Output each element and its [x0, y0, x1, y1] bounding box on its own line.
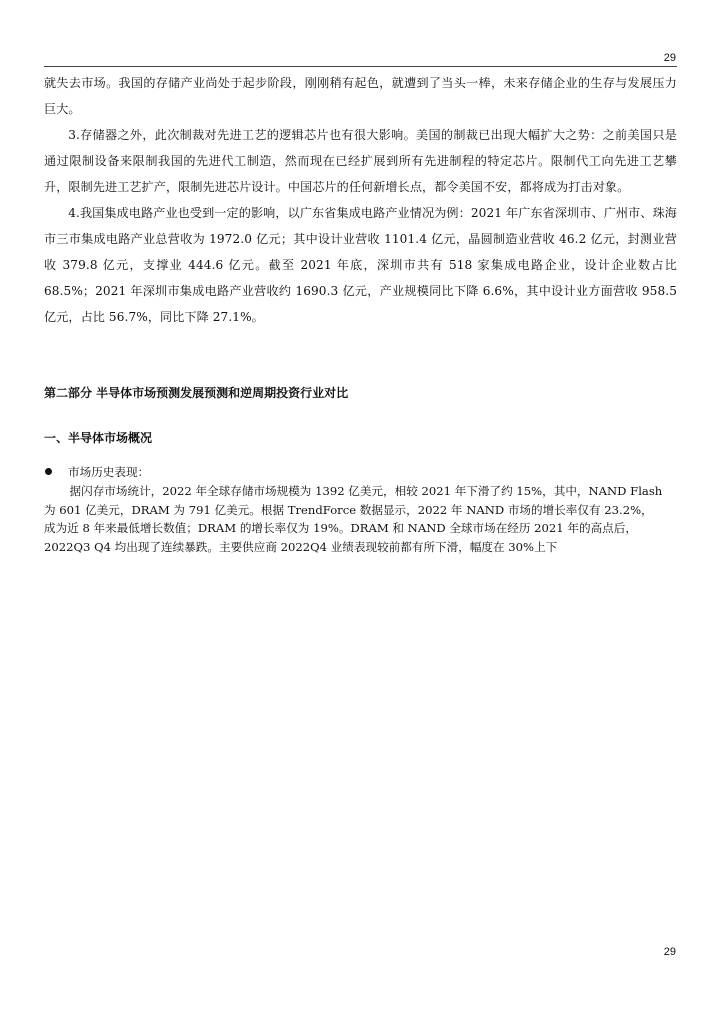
section-title: 第二部分 半导体市场预测发展预测和逆周期投资行业对比 [44, 386, 349, 400]
paragraph-logic-chips: 3.存储器之外，此次制裁对先进工艺的逻辑芯片也有很大影响。美国的制裁已出现大幅扩大之势：之前美国只是通过限制设备来限制我国的先进代工制造，然而现在已经扩展到所有先进制程的特定芯片。限制代工向先进工艺攀升，限制先进工艺扩产，限制先进芯片设计。中国芯片的任何新增长点，都令美国不安，都将成为打击对象。 [44, 128, 677, 194]
paragraph-continuation: 就失去市场。我国的存储产业尚处于起步阶段，刚刚稍有起色，就遭到了当头一棒，未来存储企业的生存与发展压力巨大。 [44, 76, 677, 116]
body-text [44, 70, 677, 330]
bullet-title: 市场历史表现： [68, 465, 150, 479]
bullet-body [44, 482, 677, 556]
bullet-line: 据闪存市场统计，2022 年全球存储市场规模为 1392 亿美元，相较 2021 年下滑了约 15%，其中，NAND Flash [69, 484, 663, 498]
bullet-dot-icon [45, 468, 52, 475]
paragraph-guangdong-ic: 4.我国集成电路产业也受到一定的影响，以广东省集成电路产业情况为例：2021 年广东省深圳市、广州市、珠海市三市集成电路产业总营收为 1972.0 亿元；其中设计业营收 1101.4 亿元，晶圆制造业营收 46.2 亿元，封测业营收 379.8 亿元，支撑业 444.6 亿元。截至 2021 年底，深圳市共有 518 家集成电路企业，设计企业数占比 68.5%；2021 年深圳市集成电路产业营收约 1690.3 亿元，产业规模同比下降 6.6%，其中设计业方面营收 958.5 亿元，占比 56.7%，同比下降 27.1%。 [44, 206, 677, 324]
header-rule [44, 66, 677, 67]
header-page-number: 29 [663, 52, 676, 64]
bullet-line: 成为近 8 年来最低增长数值；DRAM 的增长率仅为 19%。DRAM 和 NAND 全球市场在经历 2021 年的高点后， [44, 521, 637, 535]
bullet-line: 为 601 亿美元，DRAM 为 791 亿美元。根据 TrendForce 数据显示，2022 年 NAND 市场的增长率仅有 23.2%， [44, 502, 653, 517]
footer-page-number: 29 [663, 946, 676, 958]
bullet-line: 2022Q3 Q4 均出现了连续暴跌。主要供应商 2022Q4 业绩表现较前都有所下滑，幅度在 30%上下 [44, 539, 558, 554]
subsection-title: 一、半导体市场概况 [44, 431, 153, 445]
